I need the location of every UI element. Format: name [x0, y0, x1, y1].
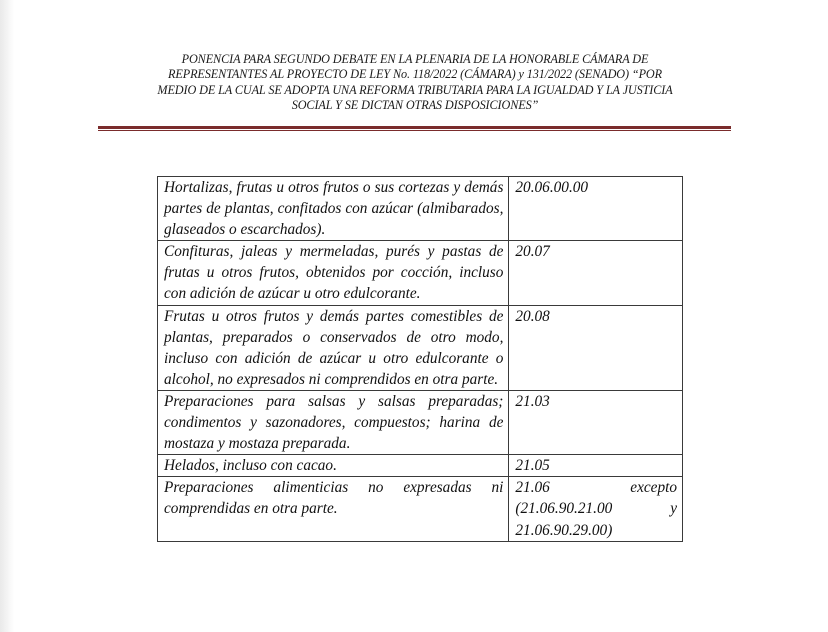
tariff-code: 20.08 — [509, 305, 683, 390]
product-description: Preparaciones alimenticias no expresadas ni comprendidas en otra parte. — [158, 477, 509, 541]
tariff-code: 20.07 — [509, 241, 683, 305]
table-row — [158, 477, 683, 541]
tariff-code: 21.03 — [509, 390, 683, 454]
tariff-code: 20.06.00.00 — [509, 177, 683, 241]
product-description: Helados, incluso con cacao. — [158, 455, 509, 477]
table-row — [158, 241, 683, 305]
header-line: REPRESENTANTES AL PROYECTO DE LEY No. 118/2022 (CÁMARA) y 131/2022 (SENADO) “POR — [168, 67, 662, 82]
header-line: MEDIO DE LA CUAL SE ADOPTA UNA REFORMA TRIBUTARIA PARA LA IGUALDAD Y LA JUSTICIA — [157, 82, 673, 97]
product-description: Preparaciones para salsas y salsas preparadas; condimentos y sazonadores, compuestos; harina de mostaza y mostaza preparada. — [158, 390, 509, 454]
table-row — [158, 390, 683, 454]
product-description: Confituras, jaleas y mermeladas, purés y pastas de frutas u otros frutos, obtenidos por cocción, incluso con adición de azúcar u otro edulcorante. — [158, 241, 509, 305]
product-description: Frutas u otros frutos y demás partes comestibles de plantas, preparados o conservados de otro modo, incluso con adición de azúcar u otro edulcorante o alcohol, no expresados ni comprendidos en otra parte. — [158, 305, 509, 390]
header-divider — [98, 126, 731, 129]
product-description: Hortalizas, frutas u otros frutos o sus cortezas y demás partes de plantas, confitados con azúcar (almibarados, glaseados o escarchados). — [158, 177, 509, 241]
table-row — [158, 305, 683, 390]
table-row — [158, 177, 683, 241]
header-line: PONENCIA PARA SEGUNDO DEBATE EN LA PLENARIA DE LA HONORABLE CÁMARA DE — [181, 52, 649, 66]
table-row — [158, 455, 683, 477]
tariff-code: 21.06 excepto (21.06.90.21.00 y 21.06.90.29.00) — [509, 477, 683, 541]
header-divider-thin — [98, 130, 731, 131]
tariff-table — [157, 176, 683, 542]
document-header — [98, 52, 732, 114]
tariff-code: 21.05 — [509, 455, 683, 477]
header-line: SOCIAL Y SE DICTAN OTRAS DISPOSICIONES” — [291, 98, 539, 113]
